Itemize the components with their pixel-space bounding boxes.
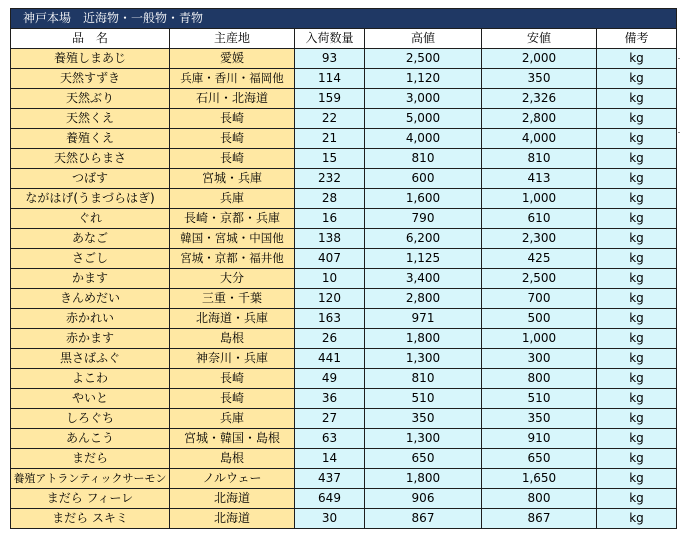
cell-high-price: 810 [365,369,482,389]
cell-high-price: 5,000 [365,109,482,129]
cell-quantity: 16 [295,209,365,229]
cell-remarks: kg [597,409,677,429]
cell-origin: 三重・千葉 [170,289,295,309]
cell-name: 養殖しまあじ [11,49,170,69]
cell-low-price: 2,800 [482,109,597,129]
table-row [11,489,677,509]
cell-remarks: kg [597,189,677,209]
cell-name: 養殖くえ [11,129,170,149]
cell-high-price: 1,600 [365,189,482,209]
cell-name: 天然ひらまさ [11,149,170,169]
cell-low-price: 910 [482,429,597,449]
cell-remarks: kg [597,109,677,129]
cell-name: 養殖アトランティックサーモン [11,469,170,489]
table-row [11,309,677,329]
cell-origin: 兵庫 [170,189,295,209]
cell-quantity: 15 [295,149,365,169]
table-row [11,449,677,469]
table-row [11,269,677,289]
cell-quantity: 27 [295,409,365,429]
cell-name: よこわ [11,369,170,389]
cell-remarks: kg [597,489,677,509]
table-row [11,509,677,529]
cell-quantity: 21 [295,129,365,149]
cell-name: 天然すずき [11,69,170,89]
table-row [11,69,677,89]
cell-name: ぐれ [11,209,170,229]
cell-quantity: 22 [295,109,365,129]
cell-origin: 神奈川・兵庫 [170,349,295,369]
cell-origin: 宮城・兵庫 [170,169,295,189]
cell-origin: 兵庫 [170,409,295,429]
cell-high-price: 1,300 [365,349,482,369]
edge-mark [678,58,680,59]
cell-low-price: 1,650 [482,469,597,489]
cell-high-price: 906 [365,489,482,509]
cell-name: 赤かれい [11,309,170,329]
cell-high-price: 2,800 [365,289,482,309]
header-high-price: 高値 [365,29,482,49]
table-row [11,149,677,169]
cell-quantity: 28 [295,189,365,209]
table-row [11,349,677,369]
cell-remarks: kg [597,149,677,169]
header-name: 品 名 [11,29,170,49]
cell-name: 天然ぶり [11,89,170,109]
table-row [11,169,677,189]
cell-remarks: kg [597,369,677,389]
cell-low-price: 510 [482,389,597,409]
table-row [11,89,677,109]
cell-quantity: 437 [295,469,365,489]
cell-remarks: kg [597,229,677,249]
table-row [11,249,677,269]
header-low-price: 安値 [482,29,597,49]
cell-quantity: 163 [295,309,365,329]
cell-high-price: 1,125 [365,249,482,269]
cell-quantity: 114 [295,69,365,89]
cell-origin: 長崎 [170,129,295,149]
cell-origin: 北海道 [170,509,295,529]
cell-remarks: kg [597,129,677,149]
cell-remarks: kg [597,449,677,469]
cell-origin: 韓国・宮城・中国他 [170,229,295,249]
sheet-title: 神戸本場 近海物・一般物・青物 [11,9,677,29]
cell-high-price: 1,120 [365,69,482,89]
cell-quantity: 649 [295,489,365,509]
cell-name: まだら フィーレ [11,489,170,509]
cell-quantity: 14 [295,449,365,469]
cell-quantity: 30 [295,509,365,529]
cell-name: つばす [11,169,170,189]
cell-quantity: 10 [295,269,365,289]
cell-quantity: 36 [295,389,365,409]
cell-low-price: 300 [482,349,597,369]
cell-low-price: 350 [482,409,597,429]
cell-remarks: kg [597,249,677,269]
cell-high-price: 971 [365,309,482,329]
cell-low-price: 2,000 [482,49,597,69]
cell-origin: 北海道・兵庫 [170,309,295,329]
cell-low-price: 2,500 [482,269,597,289]
table-row [11,109,677,129]
cell-high-price: 6,200 [365,229,482,249]
cell-low-price: 500 [482,309,597,329]
cell-high-price: 650 [365,449,482,469]
cell-low-price: 610 [482,209,597,229]
cell-quantity: 26 [295,329,365,349]
table-row [11,209,677,229]
cell-high-price: 3,000 [365,89,482,109]
cell-origin: ノルウェー [170,469,295,489]
cell-quantity: 120 [295,289,365,309]
cell-origin: 長崎 [170,389,295,409]
cell-high-price: 867 [365,509,482,529]
cell-low-price: 1,000 [482,329,597,349]
cell-origin: 宮城・京都・福井他 [170,249,295,269]
cell-remarks: kg [597,269,677,289]
cell-remarks: kg [597,329,677,349]
cell-high-price: 4,000 [365,129,482,149]
cell-quantity: 49 [295,369,365,389]
cell-remarks: kg [597,509,677,529]
cell-low-price: 800 [482,489,597,509]
cell-name: 天然くえ [11,109,170,129]
cell-low-price: 1,000 [482,189,597,209]
cell-name: 赤かます [11,329,170,349]
table-row [11,229,677,249]
cell-remarks: kg [597,429,677,449]
cell-name: あんこう [11,429,170,449]
cell-high-price: 2,500 [365,49,482,69]
header-remarks: 備考 [597,29,677,49]
cell-name: かます [11,269,170,289]
cell-quantity: 63 [295,429,365,449]
cell-remarks: kg [597,309,677,329]
cell-name: やいと [11,389,170,409]
cell-quantity: 232 [295,169,365,189]
header-quantity: 入荷数量 [295,29,365,49]
cell-origin: 長崎 [170,109,295,129]
cell-origin: 愛媛 [170,49,295,69]
cell-low-price: 425 [482,249,597,269]
header-origin: 主産地 [170,29,295,49]
cell-origin: 島根 [170,329,295,349]
cell-name: きんめだい [11,289,170,309]
cell-high-price: 1,800 [365,329,482,349]
table-row [11,369,677,389]
cell-origin: 長崎 [170,149,295,169]
cell-low-price: 2,326 [482,89,597,109]
edge-mark [678,132,680,133]
cell-high-price: 810 [365,149,482,169]
market-price-table [10,8,677,529]
cell-remarks: kg [597,389,677,409]
cell-high-price: 510 [365,389,482,409]
cell-name: まだら [11,449,170,469]
table-row [11,289,677,309]
cell-quantity: 159 [295,89,365,109]
cell-remarks: kg [597,49,677,69]
cell-remarks: kg [597,89,677,109]
table-row [11,469,677,489]
table-row [11,409,677,429]
cell-low-price: 800 [482,369,597,389]
cell-low-price: 700 [482,289,597,309]
cell-name: まだら スキミ [11,509,170,529]
cell-name: しろぐち [11,409,170,429]
table-row [11,389,677,409]
cell-remarks: kg [597,289,677,309]
cell-remarks: kg [597,469,677,489]
cell-quantity: 93 [295,49,365,69]
table-row [11,49,677,69]
cell-high-price: 600 [365,169,482,189]
cell-origin: 北海道 [170,489,295,509]
cell-origin: 宮城・韓国・島根 [170,429,295,449]
cell-remarks: kg [597,209,677,229]
table-row [11,329,677,349]
cell-name: 黒さばふぐ [11,349,170,369]
cell-origin: 大分 [170,269,295,289]
cell-low-price: 810 [482,149,597,169]
cell-low-price: 413 [482,169,597,189]
cell-high-price: 1,800 [365,469,482,489]
cell-high-price: 790 [365,209,482,229]
cell-high-price: 350 [365,409,482,429]
cell-remarks: kg [597,349,677,369]
cell-remarks: kg [597,169,677,189]
header-row [11,29,677,49]
cell-origin: 石川・北海道 [170,89,295,109]
table-row [11,189,677,209]
cell-low-price: 350 [482,69,597,89]
cell-high-price: 3,400 [365,269,482,289]
title-row [11,9,677,29]
cell-low-price: 867 [482,509,597,529]
cell-low-price: 2,300 [482,229,597,249]
cell-origin: 兵庫・香川・福岡他 [170,69,295,89]
cell-quantity: 138 [295,229,365,249]
cell-origin: 島根 [170,449,295,469]
cell-name: さごし [11,249,170,269]
cell-high-price: 1,300 [365,429,482,449]
cell-name: ながはげ(うまづらはぎ) [11,189,170,209]
table-row [11,429,677,449]
cell-name: あなご [11,229,170,249]
cell-low-price: 650 [482,449,597,469]
cell-quantity: 407 [295,249,365,269]
table-row [11,129,677,149]
cell-origin: 長崎・京都・兵庫 [170,209,295,229]
cell-origin: 長崎 [170,369,295,389]
cell-low-price: 4,000 [482,129,597,149]
cell-remarks: kg [597,69,677,89]
cell-quantity: 441 [295,349,365,369]
